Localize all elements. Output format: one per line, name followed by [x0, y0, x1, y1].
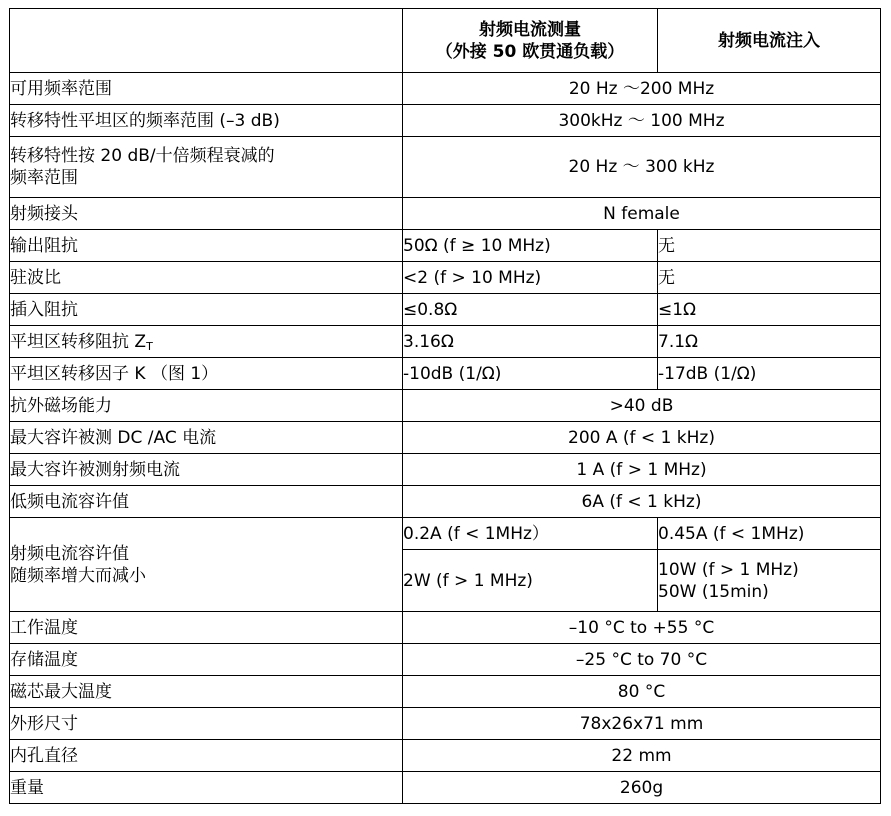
param-value: 300kHz ～ 100 MHz	[403, 105, 881, 137]
param-label: 最大容许被测射频电流	[10, 454, 403, 486]
table-row-operating-temperature	[10, 612, 881, 644]
measurement-value: -10dB (1/Ω)	[403, 358, 658, 390]
param-value: 80 °C	[403, 676, 881, 708]
table-row-transfer-factor	[10, 358, 881, 390]
param-label	[10, 137, 403, 198]
param-label: 抗外磁场能力	[10, 390, 403, 422]
header-measurement-note: （外接 50 欧贯通负载）	[435, 41, 625, 62]
param-value: N female	[403, 198, 881, 230]
table-row-weight	[10, 772, 881, 804]
param-label-line2: 随频率增大而减小	[10, 565, 146, 586]
measurement-value: 0.2A (f < 1MHz）	[403, 518, 658, 550]
table-row-max-rf-current	[10, 454, 881, 486]
measurement-value: ≤0.8Ω	[403, 294, 658, 326]
param-value: –25 °C to 70 °C	[403, 644, 881, 676]
param-label-text: 平坦区转移阻抗 Z	[10, 331, 147, 352]
table-row-dimensions	[10, 708, 881, 740]
table-row-insertion-impedance	[10, 294, 881, 326]
param-label: 输出阻抗	[10, 230, 403, 262]
injection-value: 0.45A (f < 1MHz)	[658, 518, 881, 550]
header-rf-current-measurement	[403, 9, 658, 73]
param-value: 6A (f < 1 kHz)	[403, 486, 881, 518]
measurement-value: 50Ω (f ≥ 10 MHz)	[403, 230, 658, 262]
measurement-value: <2 (f > 10 MHz)	[403, 262, 658, 294]
table-row-flat-frequency-range	[10, 105, 881, 137]
injection-value: 无	[658, 230, 881, 262]
table-row-low-frequency-current	[10, 486, 881, 518]
table-row-transfer-impedance	[10, 326, 881, 358]
param-label: 插入阻抗	[10, 294, 403, 326]
measurement-value: 3.16Ω	[403, 326, 658, 358]
param-label: 平坦区转移因子 K （图 1）	[10, 358, 403, 390]
param-value: 78x26x71 mm	[403, 708, 881, 740]
param-label: 存储温度	[10, 644, 403, 676]
table-row-output-impedance	[10, 230, 881, 262]
param-label: 低频电流容许值	[10, 486, 403, 518]
param-value: 260g	[403, 772, 881, 804]
table-row-inner-diameter	[10, 740, 881, 772]
table-row-rf-current-allowance	[10, 518, 881, 550]
param-label: 转移特性平坦区的频率范围 (–3 dB)	[10, 105, 403, 137]
param-label: 工作温度	[10, 612, 403, 644]
param-value: 20 Hz ～ 300 kHz	[403, 137, 881, 198]
header-parameter-cell	[10, 9, 403, 73]
param-label-line2: 频率范围	[10, 168, 78, 188]
injection-value: ≤1Ω	[658, 294, 881, 326]
param-value: 22 mm	[403, 740, 881, 772]
injection-value: 7.1Ω	[658, 326, 881, 358]
table-row-vswr	[10, 262, 881, 294]
param-value: 20 Hz ～200 MHz	[403, 73, 881, 105]
param-label	[10, 518, 403, 612]
table-row-core-max-temperature	[10, 676, 881, 708]
param-label: 磁芯最大温度	[10, 676, 403, 708]
param-label-line1: 转移特性按 20 dB/十倍频程衰减的	[10, 146, 275, 166]
injection-value: 无	[658, 262, 881, 294]
table-row-usable-frequency-range	[10, 73, 881, 105]
param-label: 最大容许被测 DC /AC 电流	[10, 422, 403, 454]
param-label	[10, 326, 403, 358]
table-row-max-dc-ac-current	[10, 422, 881, 454]
table-header-row	[10, 9, 881, 73]
header-measurement-title: 射频电流测量	[479, 19, 581, 40]
param-label: 驻波比	[10, 262, 403, 294]
injection-value: -17dB (1/Ω)	[658, 358, 881, 390]
injection-value-line1: 10W (f > 1 MHz)	[658, 559, 799, 580]
param-label-line1: 射频电流容许值	[10, 543, 129, 564]
header-rf-current-injection: 射频电流注入	[658, 9, 881, 73]
table-row-magnetic-immunity	[10, 390, 881, 422]
param-value: >40 dB	[403, 390, 881, 422]
param-label: 射频接头	[10, 198, 403, 230]
table-row-rf-connector	[10, 198, 881, 230]
measurement-value: 2W (f > 1 MHz)	[403, 550, 658, 612]
param-value: 200 A (f < 1 kHz)	[403, 422, 881, 454]
param-value: 1 A (f > 1 MHz)	[403, 454, 881, 486]
param-label: 外形尺寸	[10, 708, 403, 740]
param-value: –10 °C to +55 °C	[403, 612, 881, 644]
injection-value-line2: 50W (15min)	[658, 581, 769, 602]
injection-value	[658, 550, 881, 612]
param-label-subscript: T	[146, 339, 153, 353]
param-label: 重量	[10, 772, 403, 804]
param-label: 内孔直径	[10, 740, 403, 772]
param-label: 可用频率范围	[10, 73, 403, 105]
table-row-storage-temperature	[10, 644, 881, 676]
table-row-rolloff-frequency-range	[10, 137, 881, 198]
specifications-table	[9, 8, 881, 804]
